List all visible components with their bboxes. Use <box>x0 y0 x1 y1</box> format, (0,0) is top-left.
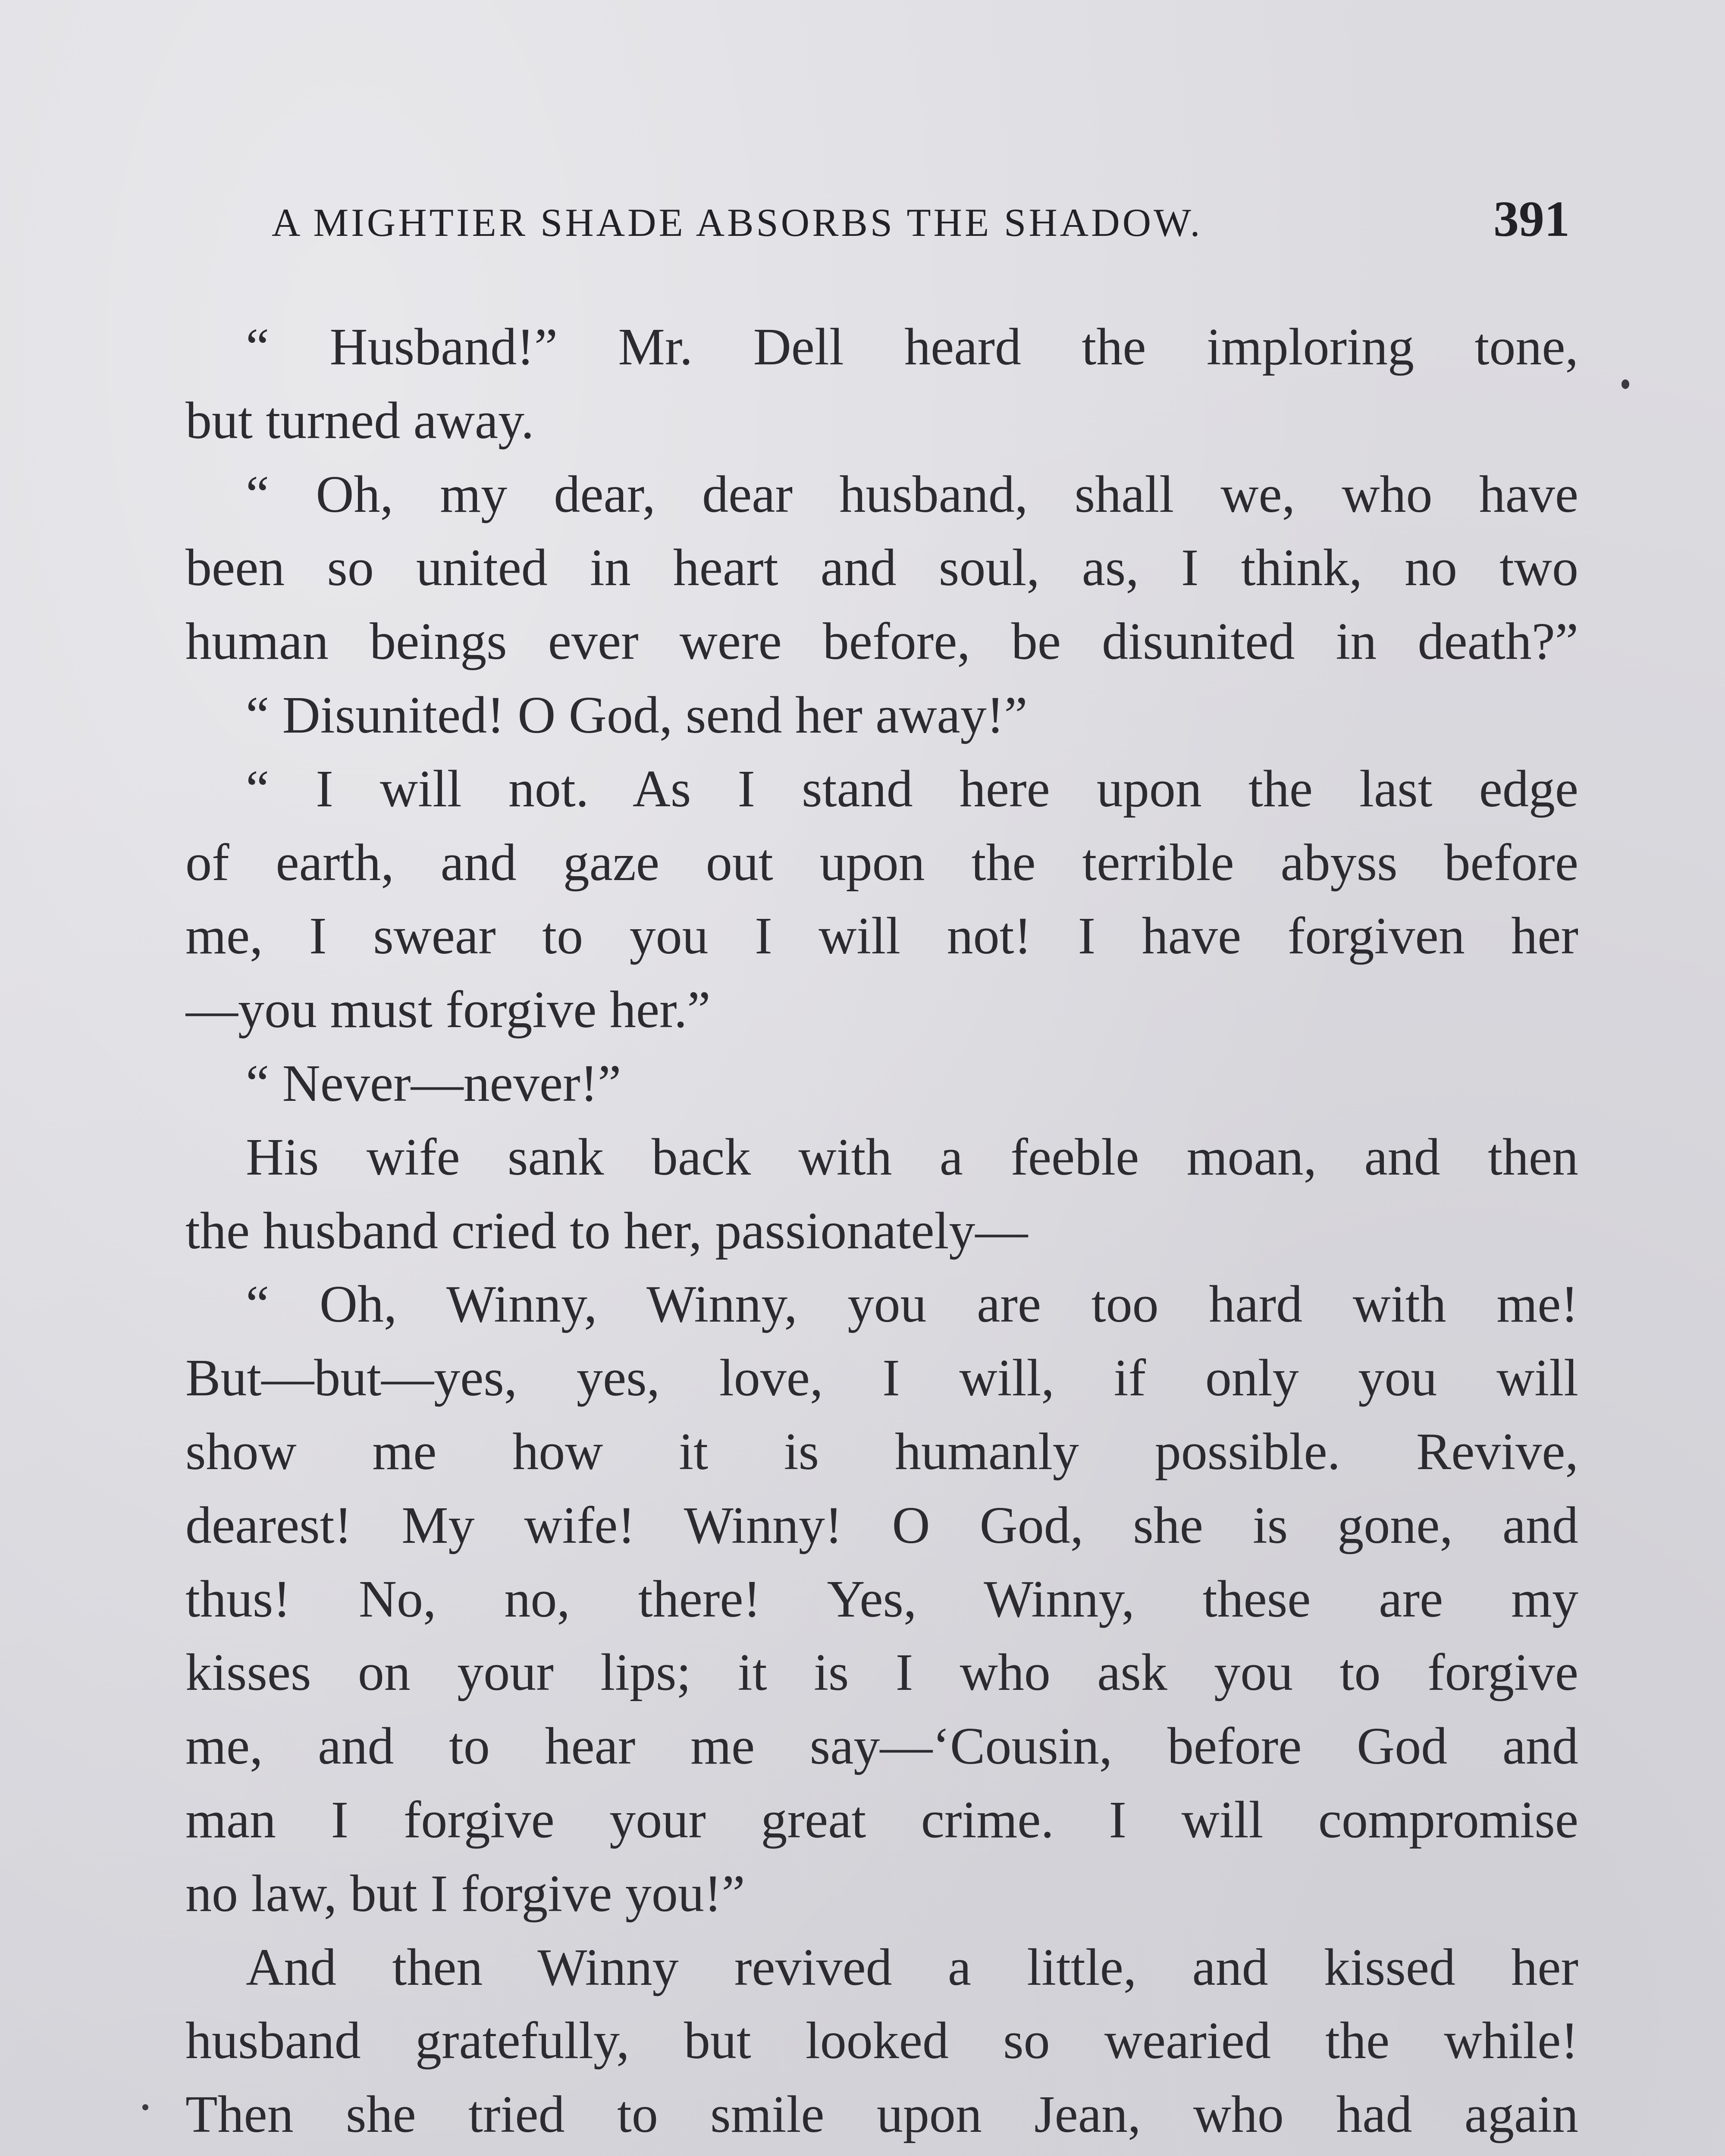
text-line: the husband cried to her, passionately— <box>185 1201 1028 1260</box>
text-line: “ Oh, Winny, Winny, you are too hard with me! <box>246 1275 1578 1334</box>
text-line: And then Winny revived a little, and kissed her <box>246 1938 1578 1996</box>
text-line: “ Never—never!” <box>246 1054 621 1112</box>
text-line: But—but—yes, yes, love, I will, if only you will <box>185 1349 1578 1407</box>
text-line: His wife sank back with a feeble moan, and then <box>246 1128 1578 1186</box>
running-head <box>272 190 1570 254</box>
text-line: no law, but I forgive you!” <box>185 1864 745 1923</box>
text-line: thus! No, no, there! Yes, Winny, these are my <box>185 1570 1578 1628</box>
text-line: show me how it is humanly possible. Revive, <box>185 1422 1578 1481</box>
text-line: dearest! My wife! Winny! O God, she is gone, and <box>185 1496 1578 1554</box>
text-line: “ Oh, my dear, dear husband, shall we, who have <box>246 465 1578 523</box>
text-line: of earth, and gaze out upon the terrible abyss before <box>185 833 1578 892</box>
text-line <box>185 2152 1578 2156</box>
text-line: man I forgive your great crime. I will compromise <box>185 1790 1578 1849</box>
paper-speck <box>1622 379 1629 389</box>
text-line: been so united in heart and soul, as, I think, no two <box>185 539 1578 597</box>
text-line: me, and to hear me say—‘Cousin, before God and <box>185 1717 1578 1776</box>
text-line: “ Disunited! O God, send her away!” <box>246 686 1028 744</box>
text-line: kisses on your lips; it is I who ask you to forgive <box>185 1643 1578 1702</box>
running-title: A MIGHTIER SHADE ABSORBS THE SHADOW. <box>272 201 1203 244</box>
text-line: —you must forgive her.” <box>185 981 711 1039</box>
text-line: “ Husband!” Mr. Dell heard the imploring tone, <box>246 318 1578 376</box>
text-line: Then she tried to smile upon Jean, who had again <box>185 2085 1578 2144</box>
text-line: “ I will not. As I stand here upon the last edge <box>246 759 1578 818</box>
text-line: husband gratefully, but looked so wearied the while! <box>185 2012 1578 2070</box>
page-number: 391 <box>1493 191 1570 247</box>
text-line: but turned away. <box>185 391 534 450</box>
paper-speck <box>142 2104 148 2110</box>
text-line: me, I swear to you I will not! I have forgiven her <box>185 907 1578 965</box>
page-body-text <box>185 310 1578 2156</box>
text-line: human beings ever were before, be disunited in death?” <box>185 612 1578 671</box>
